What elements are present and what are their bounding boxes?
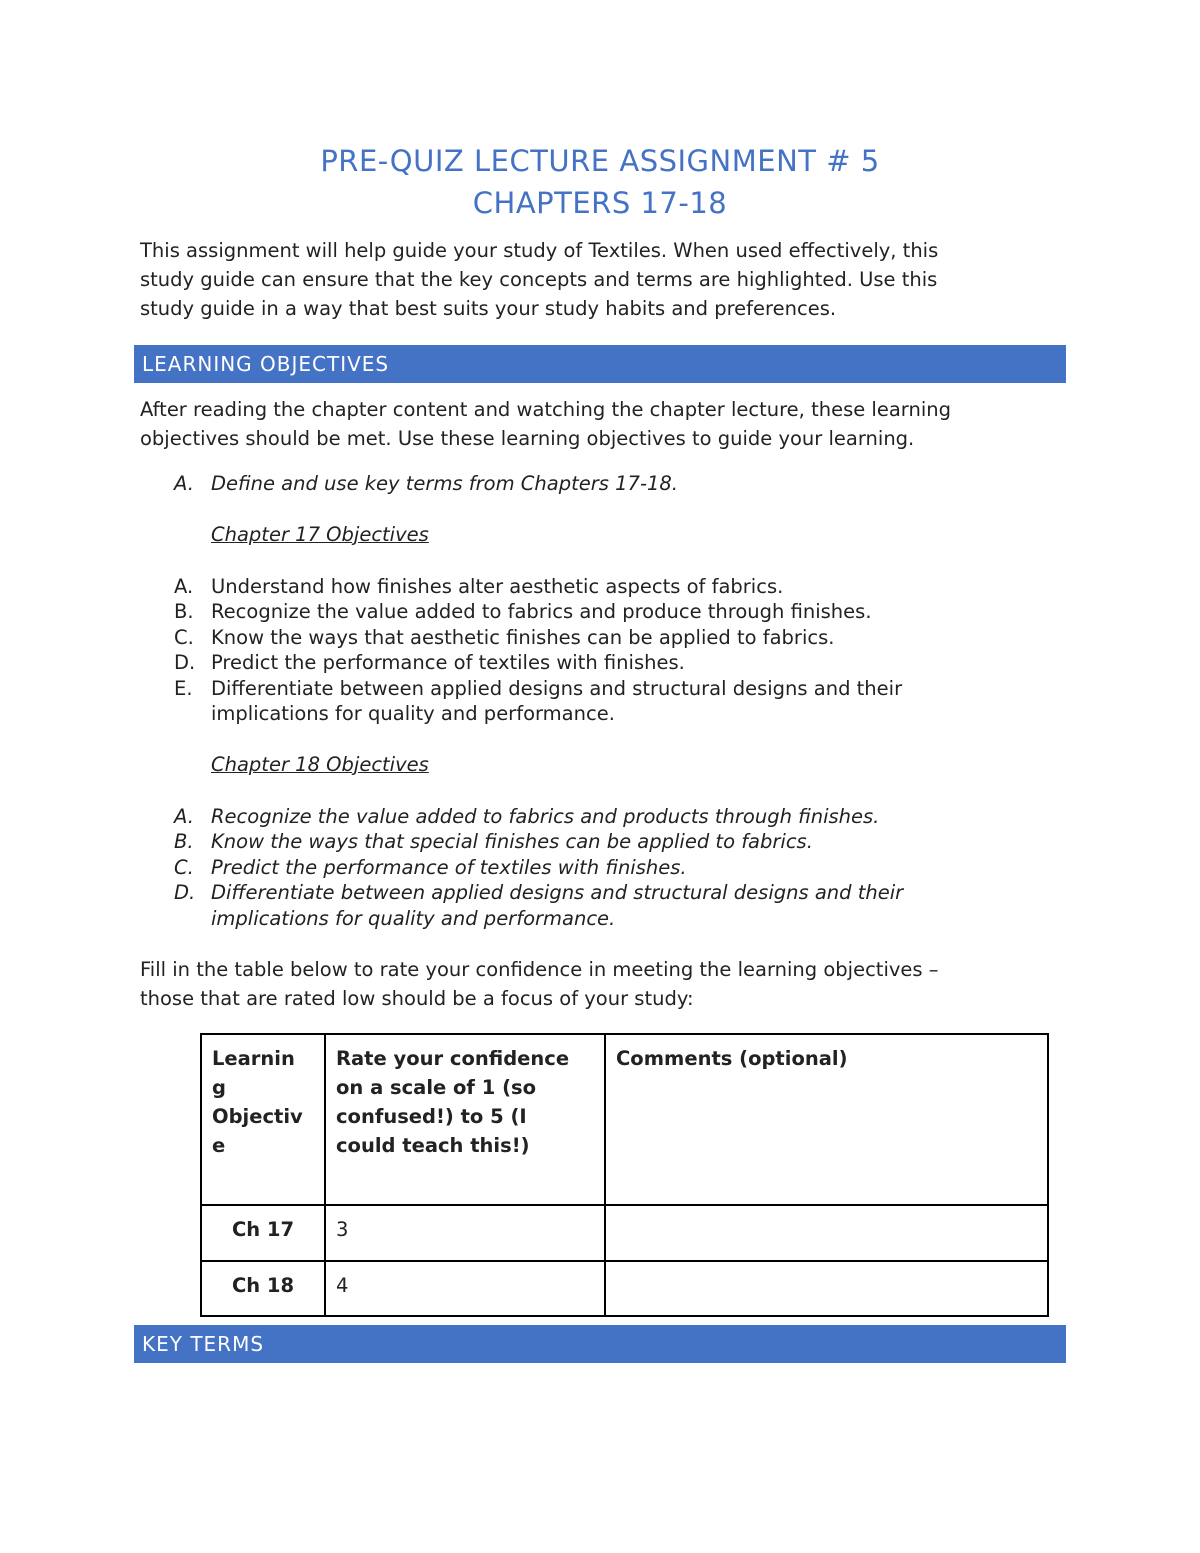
comment-cell[interactable] [605, 1205, 1048, 1261]
table-intro: Fill in the table below to rate your confidence in meeting the learning objectives – those that are rated low should be a focus of your study: [140, 958, 939, 1010]
key-terms-heading: KEY TERMS [134, 1325, 1066, 1363]
list-item: C. Know the ways that aesthetic finishes can be applied to fabrics. [174, 625, 835, 649]
objectives-intro: After reading the chapter content and watching the chapter lecture, these learning objectives should be met. Use these learning objectives to guide your learning. [140, 398, 951, 450]
learning-objectives-heading: LEARNING OBJECTIVES [134, 345, 1066, 383]
column-header-rating: Rate your confidence on a scale of 1 (so confused!) to 5 (I could teach this!) [325, 1034, 605, 1205]
list-item: E. Differentiate between applied designs and structural designs and their implications for quality and performance. [174, 676, 903, 725]
list-item: A. Recognize the value added to fabrics and products through finishes. [174, 804, 880, 828]
rating-cell[interactable]: 3 [325, 1205, 605, 1261]
rating-cell[interactable]: 4 [325, 1261, 605, 1316]
list-item: C. Predict the performance of textiles with finishes. [174, 855, 687, 879]
list-item: D. Differentiate between applied designs and structural designs and their implications for quality and performance. [174, 881, 904, 930]
list-item: D. Predict the performance of textiles with finishes. [174, 651, 685, 674]
chapter-17-objectives-list [134, 574, 1066, 727]
page-title: PRE-QUIZ LECTURE ASSIGNMENT # 5 [320, 144, 880, 178]
list-item: A. Understand how finishes alter aesthetic aspects of fabrics. [174, 574, 784, 598]
list-item: B. Recognize the value added to fabrics and produce through finishes. [174, 600, 872, 623]
page-subtitle: CHAPTERS 17-18 [472, 186, 728, 220]
table-row [201, 1261, 1048, 1316]
table-row [201, 1205, 1048, 1261]
chapter-18-objectives-list [134, 804, 1066, 932]
table-header-row [201, 1034, 1048, 1205]
row-objective-label: Ch 18 [201, 1261, 325, 1316]
chapter-18-heading: Chapter 18 Objectives [211, 752, 429, 776]
column-header-objective: Learnin g Objectiv e [201, 1034, 325, 1205]
list-item: A. Define and use key terms from Chapters 17-18. [174, 472, 678, 495]
document-page [134, 0, 1066, 1363]
rating-table-wrapper [134, 1033, 1066, 1325]
row-objective-label: Ch 17 [201, 1205, 325, 1261]
comment-cell[interactable] [605, 1261, 1048, 1316]
chapter-17-heading: Chapter 17 Objectives [211, 522, 429, 546]
confidence-rating-table [200, 1033, 1049, 1317]
intro-paragraph: This assignment will help guide your study of Textiles. When used effectively, this study guide can ensure that the key concepts and terms are highlighted. Use this study guide in a way that best suits your study habits and preferences. [140, 239, 939, 320]
general-objectives-list [134, 471, 1066, 497]
column-header-comments: Comments (optional) [605, 1034, 1048, 1205]
list-item: B. Know the ways that special finishes can be applied to fabrics. [174, 830, 813, 853]
